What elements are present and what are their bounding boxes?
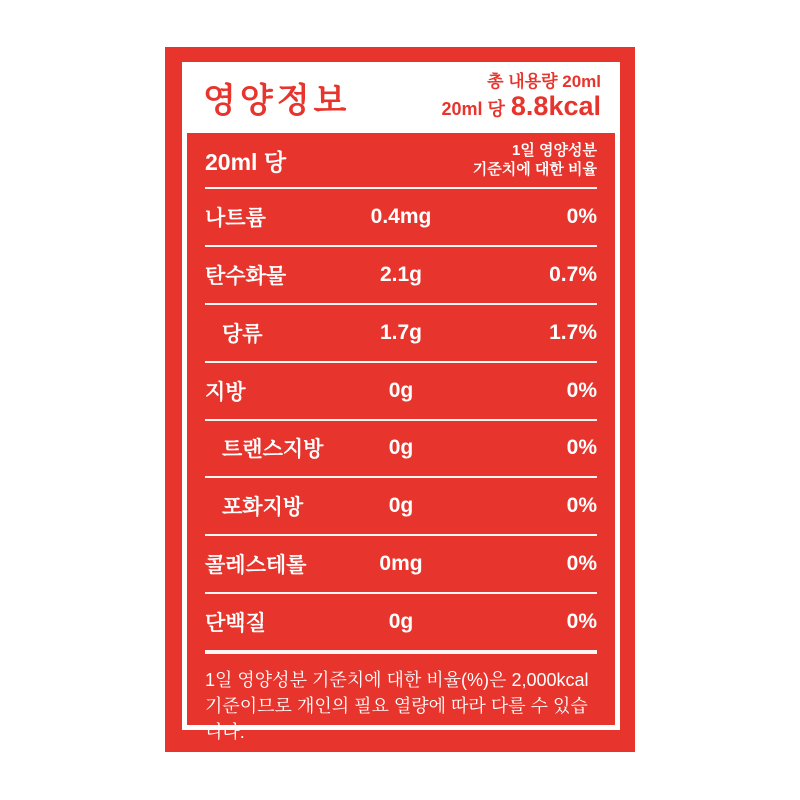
nutrient-name: 탄수화물 [205, 264, 287, 288]
nutrient-name: 지방 [205, 380, 246, 404]
nutrient-row-carbohydrate [187, 247, 615, 303]
nutrition-table [187, 133, 615, 743]
daily-value-note-line2: 기준치에 대한 비율 [472, 161, 597, 178]
nutrient-amount: 0g [388, 378, 414, 402]
nutrient-percent: 0% [566, 494, 597, 518]
nutrient-percent: 0% [566, 436, 597, 460]
nutrient-amount: 2.1g [379, 262, 423, 286]
per-serving-label: 20ml 당 [441, 99, 505, 119]
nutrient-row-trans-fat [187, 421, 615, 477]
daily-value-note [473, 141, 597, 179]
calorie-line [441, 92, 601, 122]
nutrient-row-cholesterol [187, 536, 615, 592]
total-volume: 총 내용량 20ml [487, 72, 601, 92]
row-separator [205, 419, 597, 421]
nutrient-name: 트랜스지방 [222, 438, 324, 462]
nutrient-percent: 0% [566, 204, 597, 228]
nutrient-percent: 0% [566, 552, 597, 576]
nutrient-percent: 1.7% [549, 320, 597, 344]
serving-size-label: 20ml 당 [205, 148, 287, 175]
row-separator [205, 592, 597, 594]
nutrient-name: 콜레스테롤 [205, 554, 307, 578]
header-summary [441, 73, 601, 121]
label-card [182, 62, 620, 743]
nutrient-percent: 0% [566, 610, 597, 634]
label-header [182, 62, 620, 133]
nutrient-row-sodium [187, 189, 615, 245]
row-separator [205, 534, 597, 536]
nutrient-row-protein [187, 594, 615, 650]
serving-size-row [187, 133, 615, 187]
nutrient-percent: 0.7% [549, 262, 597, 286]
nutrient-amount: 0.4mg [370, 204, 432, 228]
nutrient-name: 당류 [222, 322, 263, 346]
row-separator [205, 245, 597, 247]
row-separator [205, 361, 597, 363]
nutrient-amount: 1.7g [379, 320, 423, 344]
row-separator [205, 303, 597, 305]
footnote-separator [205, 650, 597, 654]
nutrient-percent: 0% [566, 378, 597, 402]
nutrient-amount: 0g [388, 610, 414, 634]
nutrient-name: 단백질 [205, 612, 266, 636]
nutrient-name: 포화지방 [222, 496, 304, 520]
nutrient-amount: 0mg [379, 552, 423, 576]
label-title: 영양정보 [203, 82, 351, 120]
nutrient-row-sugars [187, 305, 615, 361]
nutrient-amount: 0g [388, 494, 414, 518]
nutrition-label [165, 47, 635, 752]
footnote-line2: 기준이므로 개인의 필요 열량에 따라 다를 수 있습니다. [205, 696, 588, 743]
row-separator [205, 187, 597, 189]
footnote-line1: 1일 영양성분 기준치에 대한 비율(%)은 2,000kcal [205, 670, 589, 690]
row-separator [205, 476, 597, 478]
nutrient-row-saturated-fat [187, 478, 615, 534]
daily-value-footnote [187, 654, 615, 743]
nutrient-name: 나트륨 [205, 206, 266, 230]
nutrient-row-fat [187, 363, 615, 419]
calories-value: 8.8kcal [510, 91, 601, 121]
daily-value-note-line1: 1일 영양성분 [512, 141, 597, 159]
nutrient-amount: 0g [388, 436, 414, 460]
